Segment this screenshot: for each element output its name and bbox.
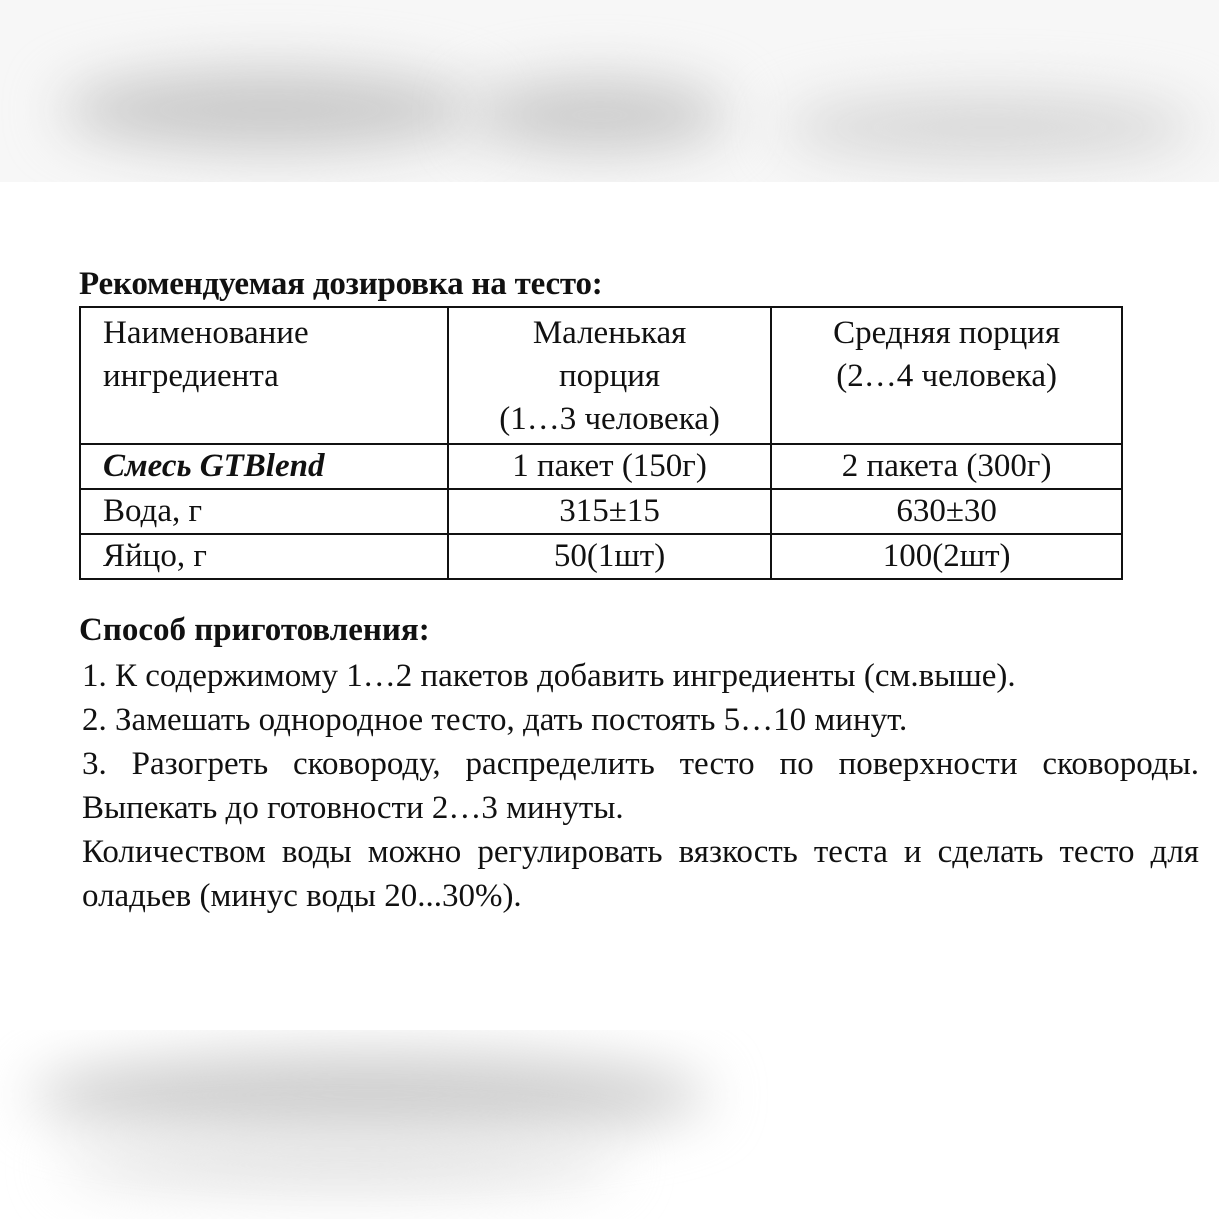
header-text: Средняя порция xyxy=(833,315,1061,351)
blur-smudge xyxy=(30,1050,710,1140)
method-note: Количеством воды можно регулировать вязкость теста и сделать тесто для оладьев (минус воды 20...30%). xyxy=(82,834,1199,914)
medium-portion-value: 100(2шт) xyxy=(771,534,1122,579)
small-portion-value: 315±15 xyxy=(448,489,771,534)
medium-portion-value: 630±30 xyxy=(771,489,1122,534)
header-text: (2…4 человека) xyxy=(836,358,1057,394)
blur-smudge xyxy=(780,95,1200,160)
dosage-table xyxy=(79,306,1123,580)
small-portion-value: 50(1шт) xyxy=(448,534,771,579)
table-row xyxy=(80,444,1122,489)
blurred-footer-area xyxy=(0,1030,1219,1219)
small-portion-value: 1 пакет (150г) xyxy=(448,444,771,489)
blur-smudge xyxy=(60,70,480,150)
medium-portion-value: 2 пакета (300г) xyxy=(771,444,1122,489)
method-steps xyxy=(82,654,1199,918)
header-small-portion xyxy=(448,307,771,444)
ingredient-name: Вода, г xyxy=(80,489,448,534)
table-row xyxy=(80,534,1122,579)
header-text: Наименование xyxy=(103,315,309,351)
table-row xyxy=(80,489,1122,534)
header-text: порция xyxy=(558,358,661,394)
header-text: Маленькая xyxy=(532,315,687,351)
method-heading: Способ приготовления: xyxy=(79,612,430,648)
document-page xyxy=(79,262,1199,918)
method-step: 3. Разогреть сковороду, распределить тесто по поверхности сковороды. Выпекать до готовности 2…3 минуты. xyxy=(82,746,1199,826)
dosage-heading: Рекомендуемая дозировка на тесто: xyxy=(79,266,603,302)
method-step: 2. Замешать однородное тесто, дать постоять 5…10 минут. xyxy=(82,702,908,738)
blur-smudge xyxy=(60,1140,620,1190)
method-step: 1. К содержимому 1…2 пакетов добавить ингредиенты (см.выше). xyxy=(82,658,1016,694)
header-text: (1…3 человека) xyxy=(499,401,720,437)
blur-smudge xyxy=(470,80,730,150)
table-header-row xyxy=(80,307,1122,444)
ingredient-name: Яйцо, г xyxy=(80,534,448,579)
blurred-header-area xyxy=(0,0,1219,182)
header-text: ингредиента xyxy=(103,358,279,394)
ingredient-name: Смесь GTBlend xyxy=(80,444,448,489)
header-medium-portion xyxy=(771,307,1122,444)
header-ingredient-name xyxy=(80,307,448,444)
